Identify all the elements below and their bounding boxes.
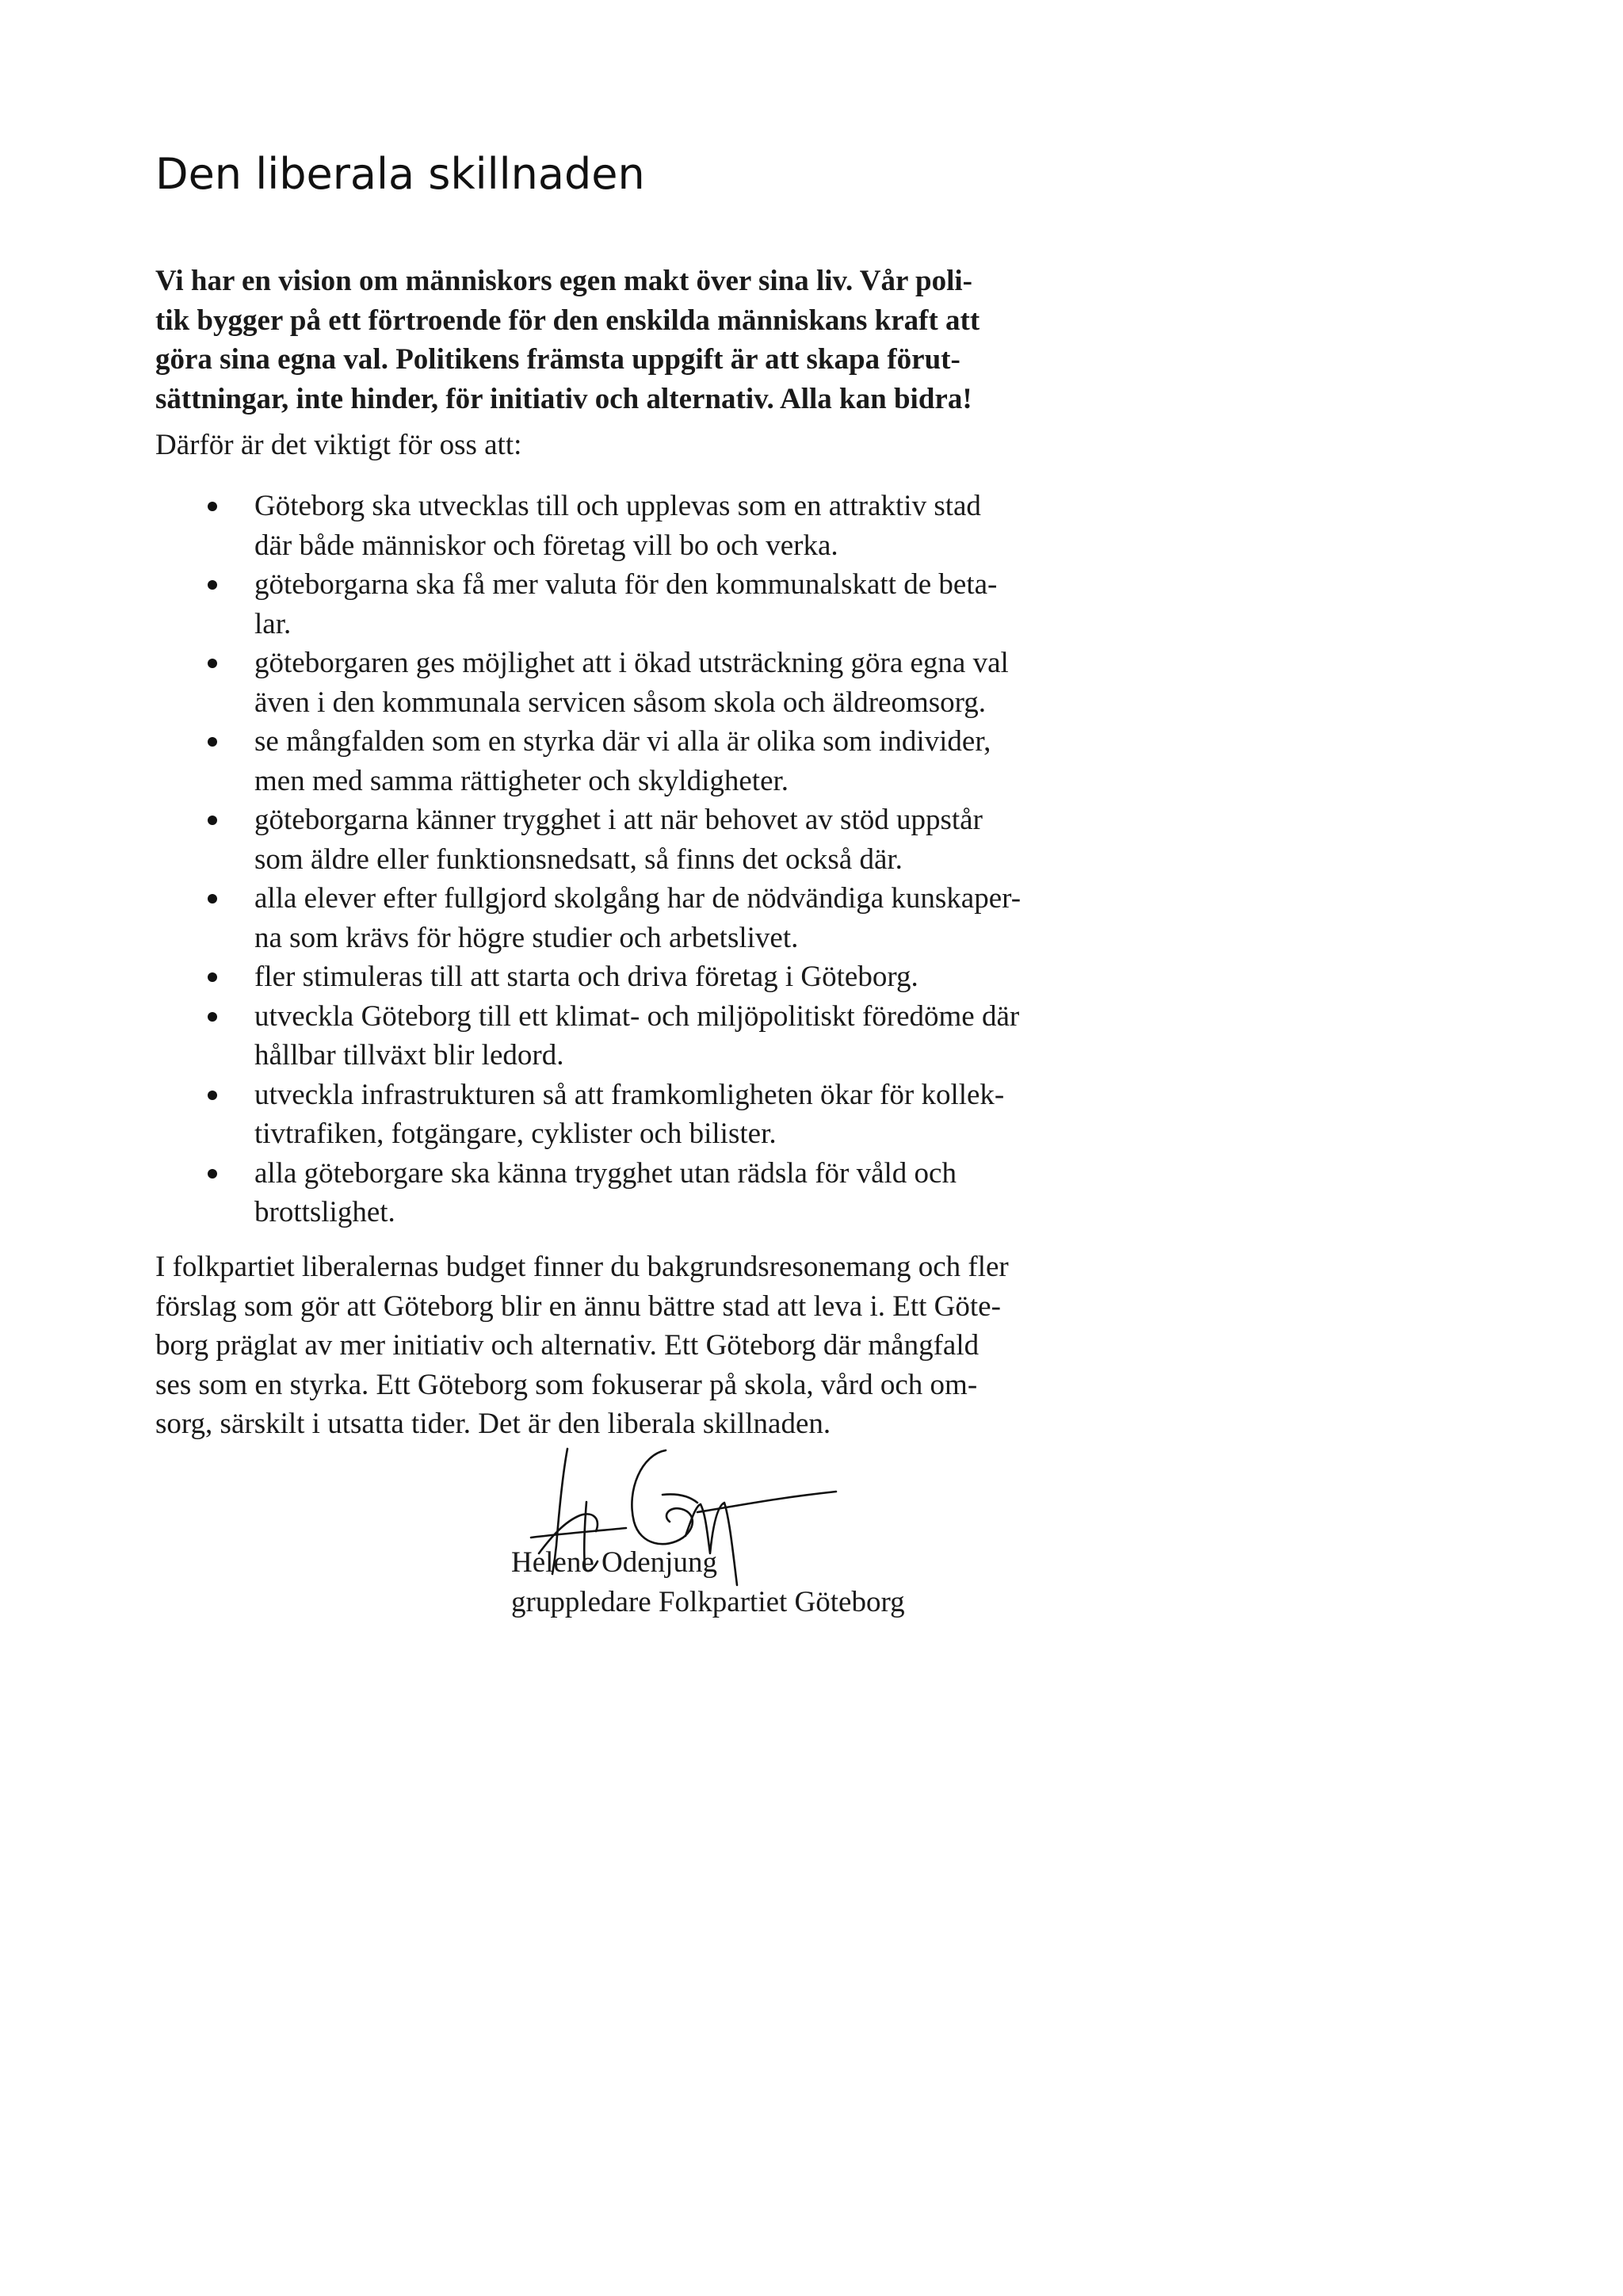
bullet-icon	[208, 737, 217, 747]
list-item-line: tivtrafiken, fotgängare, cyklister och bilister.	[254, 1117, 777, 1150]
bullet-icon	[208, 1091, 217, 1100]
list-item-line: Göteborg ska utvecklas till och upplevas som en attraktiv stad	[254, 490, 981, 522]
bullet-icon	[208, 816, 217, 825]
signatory-role: gruppledare Folkpartiet Göteborg	[511, 1586, 905, 1618]
list-item-line: utveckla Göteborg till ett klimat- och miljöpolitiskt föredöme där	[254, 999, 1020, 1033]
signatory-name: Helene Odenjung	[511, 1546, 717, 1579]
closing-line: förslag som gör att Göteborg blir en ännu bättre stad att leva i. Ett Göte-	[155, 1289, 1001, 1323]
list-item-line: hållbar tillväxt blir ledord.	[254, 1039, 564, 1072]
list-item-line: som äldre eller funktionsnedsatt, så finns det också där.	[254, 842, 903, 876]
list-item-line: lar.	[254, 607, 292, 640]
bullet-icon	[208, 1169, 217, 1179]
list-item-line: men med samma rättigheter och skyldigheter.	[254, 764, 789, 797]
closing-paragraph	[155, 1247, 1098, 1444]
list-item	[155, 879, 1098, 957]
list-item-line: även i den kommunala servicen såsom skola och äldreomsorg.	[254, 686, 987, 719]
list-item	[155, 644, 1098, 722]
goals-list	[155, 487, 1098, 1232]
list-item-line: göteborgaren ges möjlighet att i ökad utsträckning göra egna val	[254, 647, 1009, 679]
list-item	[155, 565, 1098, 644]
lead-line: tik bygger på ett förtroende för den enskilda människans kraft att	[155, 304, 980, 337]
bullet-icon	[208, 502, 217, 511]
closing-line: ses som en styrka. Ett Göteborg som fokuserar på skola, vård och om-	[155, 1368, 978, 1401]
list-item	[155, 800, 1098, 879]
list-item-line: alla göteborgare ska känna trygghet utan rädsla för våld och	[254, 1156, 957, 1190]
list-item	[155, 487, 1098, 565]
bullet-icon	[208, 894, 217, 904]
closing-line: sorg, särskilt i utsatta tider. Det är den liberala skillnaden.	[155, 1408, 831, 1440]
list-item-line: alla elever efter fullgjord skolgång har de nödvändiga kunskaper-	[254, 882, 1022, 915]
page-title: Den liberala skillnaden	[155, 149, 645, 199]
list-item	[155, 997, 1098, 1075]
bullet-icon	[208, 972, 217, 982]
lead-line: göra sina egna val. Politikens främsta uppgift är att skapa förut-	[155, 343, 960, 376]
list-item-line: utveckla infrastrukturen så att framkomligheten ökar för kollek-	[254, 1078, 1005, 1111]
list-item-line: se mångfalden som en styrka där vi alla är olika som individer,	[254, 725, 991, 758]
closing-line: borg präglat av mer initiativ och alternativ. Ett Göteborg där mångfald	[155, 1329, 980, 1362]
list-item	[155, 957, 1098, 997]
list-item-line: där både människor och företag vill bo och verka.	[254, 529, 838, 562]
bullet-icon	[208, 659, 217, 668]
list-item-line: na som krävs för högre studier och arbetslivet.	[254, 921, 799, 954]
list-item	[155, 1154, 1098, 1232]
lead-paragraph	[155, 262, 1098, 418]
list-item	[155, 722, 1098, 800]
list-item-line: göteborgarna ska få mer valuta för den kommunalskatt de beta-	[254, 568, 998, 601]
lead-line: Vi har en vision om människors egen makt över sina liv. Vår poli-	[155, 265, 972, 297]
closing-line: I folkpartiet liberalernas budget finner du bakgrundsresonemang och fler	[155, 1251, 1009, 1283]
list-item	[155, 1075, 1098, 1154]
list-item-line: göteborgarna känner trygghet i att när behovet av stöd uppstår	[254, 804, 983, 836]
list-item-line: brottslighet.	[254, 1196, 395, 1228]
intro-line: Därför är det viktigt för oss att:	[155, 429, 522, 461]
list-item-line: fler stimuleras till att starta och driva företag i Göteborg.	[254, 961, 918, 993]
bullet-icon	[208, 580, 217, 590]
bullet-icon	[208, 1012, 217, 1022]
lead-line: sättningar, inte hinder, för initiativ och alternativ. Alla kan bidra!	[155, 382, 972, 415]
